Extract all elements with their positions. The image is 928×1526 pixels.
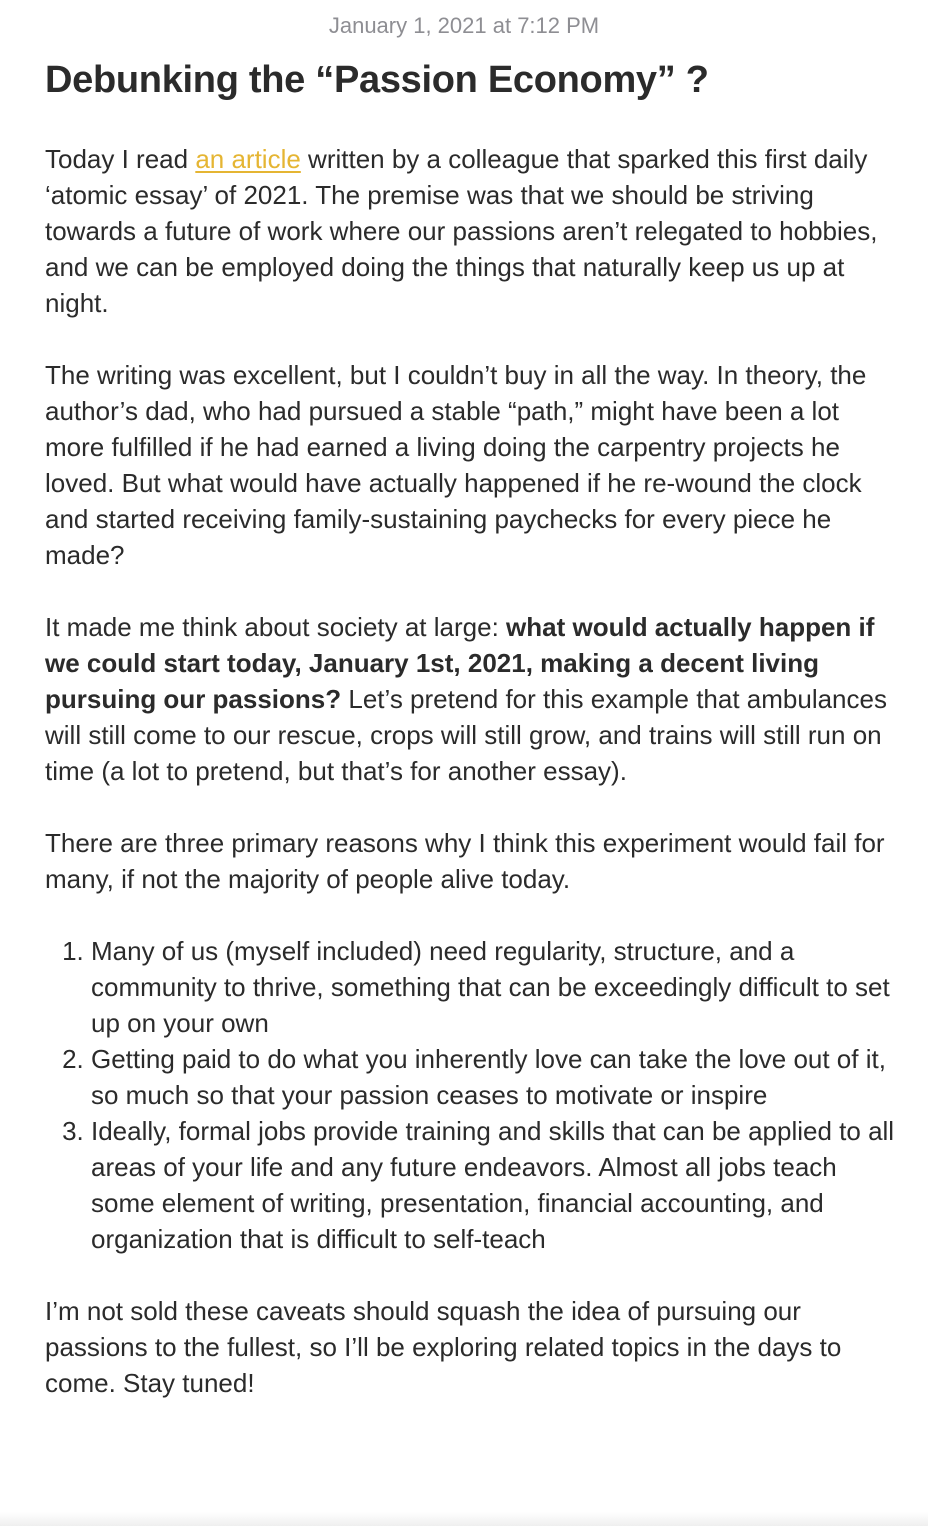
paragraph-intro[interactable] <box>45 141 898 321</box>
note-timestamp: January 1, 2021 at 7:12 PM <box>328 13 600 38</box>
paragraph-intro-text-before-link: Today I read <box>45 144 196 174</box>
bold-question: what would actually happen if we could start today, January 1st, 2021, making a decent living pursuing our passions? <box>45 612 875 714</box>
reasons-list[interactable] <box>45 933 898 1257</box>
note-title[interactable]: Debunking the “Passion Economy” ? <box>45 59 709 101</box>
paragraph-society-question[interactable] <box>45 609 898 789</box>
paragraph-three-reasons-intro[interactable]: There are three primary reasons why I think this experiment would fail for many, if not the majority of people alive today. <box>45 828 885 894</box>
paragraph-dad-example[interactable]: The writing was excellent, but I couldn’t buy in all the way. In theory, the author’s dad, who had pursued a stable “path,” might have been a lot more fulfilled if he had earned a living doing the carpentry projects he loved. But what would have actually happened if he re-wound the clock and started receiving family-sustaining paychecks for every piece he made? <box>45 360 867 570</box>
bottom-edge-shade <box>0 1512 928 1526</box>
article-link[interactable]: an article <box>195 144 301 174</box>
reason-item-2[interactable]: 2. Getting paid to do what you inherently love can take the love out of it, so much so that your passion ceases to motivate or inspire <box>91 1041 898 1113</box>
reason-item-1[interactable]: 1. Many of us (myself included) need regularity, structure, and a community to thrive, something that can be exceedingly difficult to set up on your own <box>91 933 898 1041</box>
paragraph-society-text-before-bold: It made me think about society at large: <box>45 612 507 642</box>
paragraph-closing[interactable]: I’m not sold these caveats should squash the idea of pursuing our passions to the fullest, so I’ll be exploring related topics in the days to come. Stay tuned! <box>45 1296 842 1398</box>
reason-item-3[interactable]: 3. Ideally, formal jobs provide training and skills that can be applied to all areas of your life and any future endeavors. Almost all jobs teach some element of writing, presentation, financial accounting, and organization that is difficult to self-teach <box>91 1113 898 1257</box>
paragraph-society-text-after-bold: Let’s pretend for this example that ambulances will still come to our rescue, crops will still grow, and trains will still run on time (a lot to pretend, but that’s for another essay). <box>45 684 887 786</box>
paragraph-intro-text-after-link: written by a colleague that sparked this first daily ‘atomic essay’ of 2021. The premise was that we should be striving towards a future of work where our passions aren’t relegated to hobbies, and we can be employed doing the things that naturally keep us up at night. <box>45 144 878 318</box>
